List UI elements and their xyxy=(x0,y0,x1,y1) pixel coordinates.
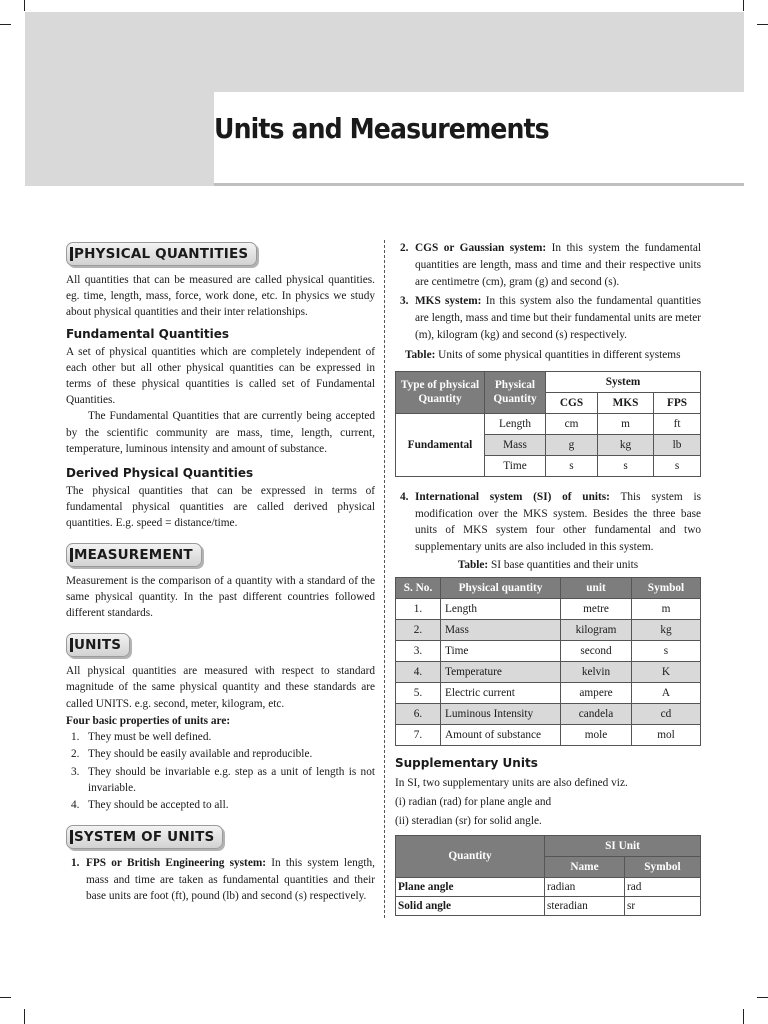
table-cell: kilogram xyxy=(561,619,632,640)
table-header: Symbol xyxy=(632,577,701,598)
table-cell: s xyxy=(654,455,701,476)
table-cell: candela xyxy=(561,703,632,724)
table-cell: m xyxy=(632,598,701,619)
left-column xyxy=(66,240,375,908)
unit-properties-list xyxy=(66,729,375,814)
crop-mark xyxy=(24,1009,25,1024)
table-cell: kelvin xyxy=(561,661,632,682)
table-cell: s xyxy=(598,455,654,476)
table-cell: 3. xyxy=(396,640,441,661)
table-cell: Length xyxy=(485,413,546,434)
right-column xyxy=(395,240,701,916)
table-header: SI Unit xyxy=(545,835,701,856)
table-cell: Mass xyxy=(441,619,561,640)
table-cell: Electric current xyxy=(441,682,561,703)
table-cell: Time xyxy=(441,640,561,661)
table-header: System xyxy=(546,371,701,392)
table-row xyxy=(396,703,701,724)
list-item: 1. They must be well defined. xyxy=(71,730,212,743)
table-cell: 5. xyxy=(396,682,441,703)
table-cell: ft xyxy=(654,413,701,434)
table-header: CGS xyxy=(546,392,598,413)
table-cell: 6. xyxy=(396,703,441,724)
list-item-cgs: 2. CGS or Gaussian system: In this system the fundamental quantities are length, mass and time and their respective units are centimetre (cm), gram (g) and second (s). xyxy=(400,242,701,288)
table-cell: Plane angle xyxy=(396,877,545,896)
table-cell: s xyxy=(546,455,598,476)
table-cell: Amount of substance xyxy=(441,724,561,745)
table-cell: K xyxy=(632,661,701,682)
table-cell: 4. xyxy=(396,661,441,682)
crop-mark xyxy=(743,0,744,11)
section-heading-measurement: MEASUREMENT xyxy=(66,543,202,567)
supplementary-units-table xyxy=(395,835,701,916)
crop-mark xyxy=(757,24,768,25)
table-row xyxy=(396,724,701,745)
table-cell: Luminous Intensity xyxy=(441,703,561,724)
table-cell: ampere xyxy=(561,682,632,703)
table-header: S. No. xyxy=(396,577,441,598)
list-item: 3. They should be invariable e.g. step as a unit of length is not invariable. xyxy=(71,765,375,795)
table-cell: Mass xyxy=(485,434,546,455)
table-cell: s xyxy=(632,640,701,661)
table-header: Physical quantity xyxy=(441,577,561,598)
table-header: Symbol xyxy=(624,856,700,877)
systems-list-right-2 xyxy=(395,489,701,556)
table-cell: cd xyxy=(632,703,701,724)
table-cell: metre xyxy=(561,598,632,619)
table-header: Name xyxy=(545,856,625,877)
table-row xyxy=(396,877,701,896)
physical-quantities-intro: All quantities that can be measured are called physical quantities. eg. time, length, mass, force, work done, etc. In physics we study about physical quantities and their inter relationships. xyxy=(66,274,375,319)
page-title: Units and Measurements xyxy=(214,112,549,145)
crop-mark xyxy=(743,1009,744,1024)
table-cell: lb xyxy=(654,434,701,455)
list-item-mks: 3. MKS system: In this system also the fundamental quantities are length, mass and time but their fundamental units are meter (m), kilogram (kg) and second (s) respectively. xyxy=(400,295,701,341)
derived-quantities-heading: Derived Physical Quantities xyxy=(66,466,254,481)
table-cell: second xyxy=(561,640,632,661)
section-heading-units: UNITS xyxy=(66,633,130,657)
list-item: 2. They should be easily available and reproducible. xyxy=(71,748,313,761)
table-cell: Temperature xyxy=(441,661,561,682)
derived-quantities-para: The physical quantities that can be expressed in terms of fundamental physical quantities are called derived physical quantities. E.g. speed = distance/time. xyxy=(66,485,375,530)
table-row xyxy=(396,598,701,619)
table-cell: A xyxy=(632,682,701,703)
table-cell: 1. xyxy=(396,598,441,619)
list-item-fps: 1. FPS or British Engineering system: In this system length, mass and time are taken as fundamental quantities and their base units are foot (ft), pound (lb) and second (s) respectively. xyxy=(71,856,375,903)
table-row xyxy=(396,896,701,915)
table-cell: Fundamental xyxy=(396,413,485,476)
table-cell: kg xyxy=(632,619,701,640)
table-header: unit xyxy=(561,577,632,598)
section-heading-physical-quantities: PHYSICAL QUANTITIES xyxy=(66,242,257,266)
table-header: MKS xyxy=(598,392,654,413)
crop-mark xyxy=(0,24,11,25)
table-cell: g xyxy=(546,434,598,455)
table-cell: 7. xyxy=(396,724,441,745)
table-header: FPS xyxy=(654,392,701,413)
fundamental-quantities-para-2: The Fundamental Quantities that are currently being accepted by the scientific community are mass, time, length, current, temperature, luminous intensity and amount of substance. xyxy=(66,410,375,455)
title-underline xyxy=(214,183,744,186)
measurement-para: Measurement is the comparison of a quantity with a standard of the same physical quantity. In the past different countries followed different standards. xyxy=(66,574,375,620)
table-row xyxy=(396,619,701,640)
systems-list-left xyxy=(66,855,375,905)
table-row xyxy=(396,413,701,434)
supplementary-units-heading: Supplementary Units xyxy=(395,755,538,770)
table-caption-si: Table: SI base quantities and their units xyxy=(457,558,639,571)
table-cell: radian xyxy=(545,877,625,896)
table-cell: Length xyxy=(441,598,561,619)
table-caption-systems: Table: Units of some physical quantities in different systems xyxy=(405,348,681,361)
unit-properties-heading: Four basic properties of units are: xyxy=(66,714,231,727)
table-cell: Solid angle xyxy=(396,896,545,915)
table-cell: m xyxy=(598,413,654,434)
fundamental-quantities-heading: Fundamental Quantities xyxy=(66,326,230,341)
table-cell: kg xyxy=(598,434,654,455)
table-header: Type of physical Quantity xyxy=(396,371,485,413)
supplementary-item-steradian: (ii) steradian (sr) for solid angle. xyxy=(395,814,542,827)
units-para: All physical quantities are measured with respect to standard magnitude of the same physical quantity and these standards are called UNITS. e.g. second, meter, kilogram, etc. xyxy=(66,665,375,710)
table-header: Quantity xyxy=(396,835,545,877)
table-cell: steradian xyxy=(545,896,625,915)
column-divider xyxy=(384,240,385,918)
si-base-units-table xyxy=(395,577,701,746)
table-cell: mol xyxy=(632,724,701,745)
table-row xyxy=(396,661,701,682)
systems-list-right xyxy=(395,240,701,344)
table-row xyxy=(396,640,701,661)
crop-mark xyxy=(24,0,25,11)
crop-mark xyxy=(0,997,11,998)
crop-mark xyxy=(757,997,768,998)
table-cell: cm xyxy=(546,413,598,434)
list-item-si: 4. International system (SI) of units: This system is modification over the MKS system. Besides the three base units of MKS system four other fundamental and two supplementary units are also included in this system. xyxy=(400,490,701,554)
table-cell: sr xyxy=(624,896,700,915)
section-heading-system-of-units: SYSTEM OF UNITS xyxy=(66,825,223,849)
supplementary-intro: In SI, two supplementary units are also defined viz. xyxy=(395,776,628,789)
supplementary-item-radian: (i) radian (rad) for plane angle and xyxy=(395,795,552,808)
table-header: Physical Quantity xyxy=(485,371,546,413)
fundamental-quantities-para-1: A set of physical quantities which are completely independent of each other but all other physical quantities can be expressed in terms of these physical quantities is called set of Fundamental Quantities. xyxy=(66,345,375,407)
table-cell: 2. xyxy=(396,619,441,640)
table-cell: rad xyxy=(624,877,700,896)
list-item: 4. They should be accepted to all. xyxy=(71,799,229,812)
table-cell: Time xyxy=(485,455,546,476)
systems-units-table xyxy=(395,371,701,477)
table-cell: mole xyxy=(561,724,632,745)
table-row xyxy=(396,682,701,703)
